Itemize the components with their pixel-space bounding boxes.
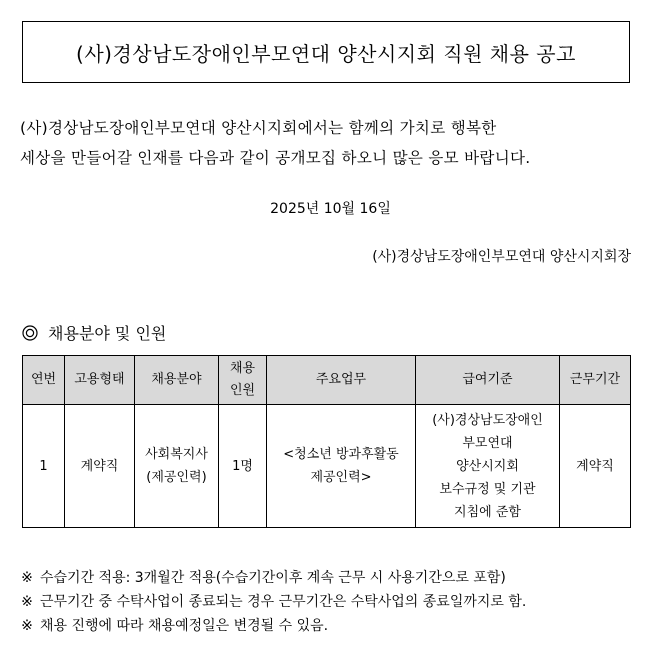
reference-mark-icon: ※ <box>21 618 33 634</box>
cell-field <box>135 405 219 528</box>
cell-salary-line-2: 부모연대 <box>462 435 513 451</box>
header-seq: 연번 <box>23 356 65 405</box>
reference-mark-icon: ※ <box>21 570 33 586</box>
cell-salary-line-5: 지침에 준함 <box>454 504 521 520</box>
header-count <box>219 356 267 405</box>
note-text-2: 근무기간 중 수탁사업이 종료되는 경우 근무기간은 수탁사업의 종료일까지로 함. <box>40 594 527 610</box>
header-duties: 주요업무 <box>267 356 416 405</box>
notes-list <box>20 566 526 638</box>
cell-salary-line-3: 양산시지회 <box>456 458 519 474</box>
table-header-row <box>23 356 631 405</box>
cell-duties-line-1: <청소년 방과후활동 <box>283 447 399 462</box>
header-period: 근무기간 <box>560 356 631 405</box>
header-field: 채용분야 <box>135 356 219 405</box>
header-count-line-1: 채용 <box>229 361 256 376</box>
cell-employment-type: 계약직 <box>65 405 135 528</box>
reference-mark-icon: ※ <box>21 594 33 610</box>
note-text-3: 채용 진행에 따라 채용예정일은 변경될 수 있음. <box>40 618 329 634</box>
intro-line-2: 세상을 만들어갈 인재를 다음과 같이 공개모집 하오니 많은 응모 바랍니다. <box>20 149 531 167</box>
cell-salary <box>416 405 560 528</box>
cell-period: 계약직 <box>560 405 631 528</box>
cell-seq: 1 <box>23 405 65 528</box>
header-employment-type: 고용형태 <box>65 356 135 405</box>
note-item <box>20 614 526 638</box>
section-heading <box>22 321 166 344</box>
cell-field-line-2: (제공인력) <box>146 470 207 485</box>
intro-line-1: (사)경상남도장애인부모연대 양산시지회에서는 함께의 가치로 행복한 <box>20 119 497 137</box>
table-row <box>23 405 631 528</box>
cell-count: 1명 <box>219 405 267 528</box>
cell-duties <box>267 405 416 528</box>
cell-field-line-1: 사회복지사 <box>145 447 208 462</box>
announcement-date: 2025년 10월 16일 <box>270 201 391 217</box>
note-item <box>20 566 526 590</box>
cell-duties-line-2: 제공인력> <box>310 470 372 485</box>
organization-signature: (사)경상남도장애인부모연대 양산시지회장 <box>372 249 631 265</box>
section-heading-text: 채용분야 및 인원 <box>48 324 167 343</box>
cell-salary-line-1: (사)경상남도장애인 <box>432 412 543 428</box>
intro-paragraph <box>20 113 645 173</box>
announcement-title: (사)경상남도장애인부모연대 양산시지회 직원 채용 공고 <box>76 41 576 66</box>
double-circle-icon <box>22 325 38 341</box>
cell-salary-line-4: 보수규정 및 기관 <box>439 481 536 497</box>
announcement-title-box <box>22 21 630 83</box>
note-text-1: 수습기간 적용: 3개월간 적용(수습기간이후 계속 근무 시 사용기간으로 포함) <box>40 570 506 586</box>
recruitment-table <box>22 355 631 528</box>
header-count-line-2: 인원 <box>229 383 256 398</box>
note-item <box>20 590 526 614</box>
header-salary: 급여기준 <box>416 356 560 405</box>
